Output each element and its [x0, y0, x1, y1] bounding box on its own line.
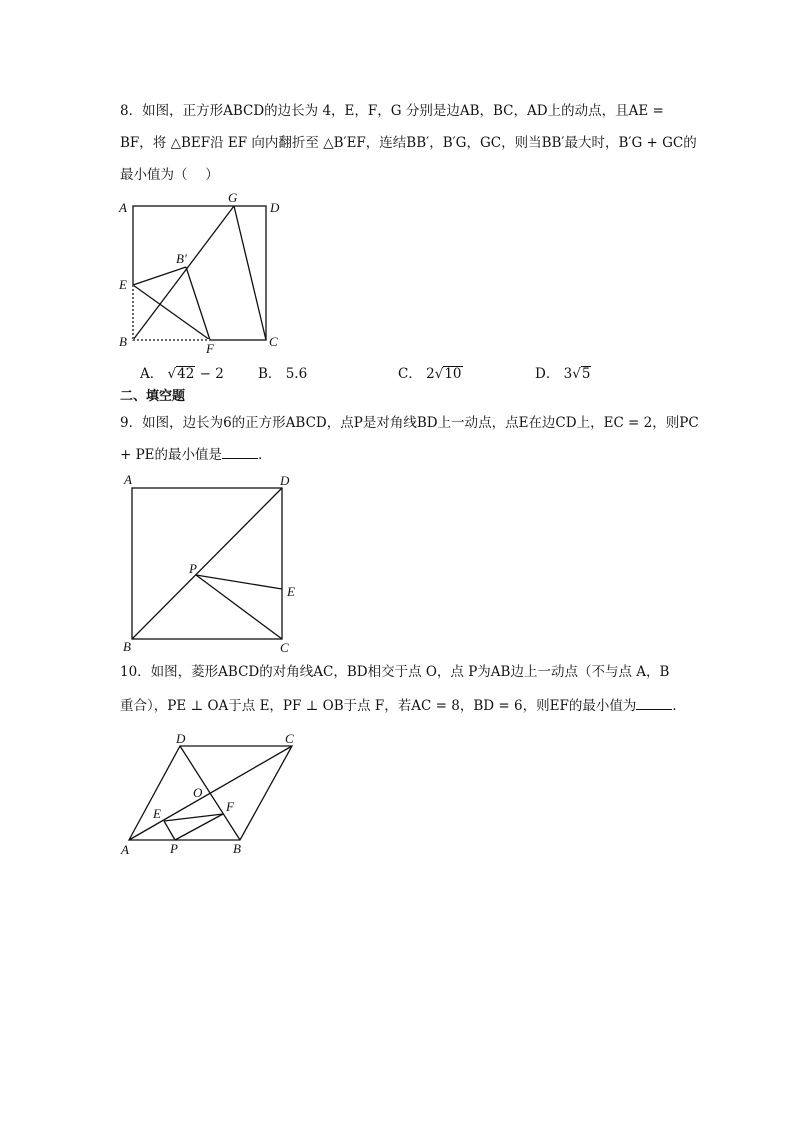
q8-label-c: C — [269, 334, 278, 349]
q8-label-g: G — [228, 190, 238, 205]
q9-line-1: 9．如图，边长为6的正方形ABCD，点P是对角线BD上一动点，点E在边CD上，EC = 2，则PC — [120, 415, 699, 431]
q8-choice-c-label: C． — [398, 366, 422, 382]
q8-label-a: A — [119, 200, 127, 215]
q9-label-c: C — [280, 640, 289, 655]
q10-label-a: A — [121, 842, 129, 857]
q8-choice-a-label: A． — [140, 366, 164, 382]
q8-label-bprime: B′ — [176, 251, 187, 266]
sqrt-icon: √ — [572, 366, 581, 382]
section-heading: 二、填空题 — [120, 389, 186, 404]
q10-line-1: 10．如图，菱形ABCD的对角线AC，BD相交于点 O，点 P为AB边上一动点（不与点 A，B — [120, 664, 670, 680]
q10-label-o: O — [193, 785, 203, 800]
q8-line-1: 8．如图，正方形ABCD的边长为 4，E，F，G 分别是边AB，BC，AD上的动点，且AE = — [120, 103, 664, 119]
q9-label-p: P — [189, 561, 197, 576]
q10-label-d: D — [176, 731, 186, 746]
q8-label-e: E — [119, 277, 127, 292]
q8-choice-d-radicand: 5 — [581, 366, 591, 382]
q8-line-2: BF，将 △BEF沿 EF 向内翻折至 △B′EF，连结BB′，B′G，GC，则当BB′最大时，B′G + GC的 — [120, 135, 697, 151]
q9-line-2-text: + PE的最小值是 — [120, 447, 223, 463]
q8-choice-a-radicand: 42 — [177, 366, 195, 382]
q8-choice-c-coef: 2 — [426, 366, 435, 382]
q10-segment-p-f — [175, 814, 223, 840]
q10-label-p: P — [170, 841, 178, 856]
q9-label-b: B — [123, 639, 131, 654]
q8-label-d: D — [270, 200, 280, 215]
q9-label-a: A — [124, 472, 132, 487]
q8-line-3: 最小值为（ ） — [120, 167, 219, 183]
q8-choice-c-radicand: 10 — [444, 366, 462, 382]
q8-label-b: B — [119, 334, 127, 349]
sqrt-icon: √ — [167, 366, 177, 382]
q10-line-2-text: 重合），PE ⊥ OA于点 E，PF ⊥ OB于点 F，若AC = 8，BD = 6，则EF的最小值为 — [120, 698, 637, 714]
q10-label-e: E — [153, 806, 161, 821]
q8-choice-d-coef: 3 — [563, 366, 573, 382]
q9-line-2-end: ． — [258, 447, 272, 463]
q8-choice-d-label: D． — [535, 366, 560, 382]
sqrt-icon: √ — [434, 366, 444, 382]
q9-label-e: E — [287, 584, 295, 599]
q10-line-2-end: ． — [672, 698, 686, 714]
q8-label-f: F — [206, 341, 214, 356]
q8-choice-b-label: B． — [258, 366, 282, 382]
q10-diagonal-bd — [180, 746, 240, 840]
q10-label-c: C — [285, 731, 294, 746]
q9-label-d: D — [280, 473, 290, 488]
q10-label-b: B — [233, 841, 241, 856]
q8-choice-b-value: 5.6 — [285, 366, 308, 382]
q8-choice-a-rest: − 2 — [195, 366, 224, 382]
q10-label-f: F — [226, 799, 234, 814]
q10-segment-p-e — [164, 821, 175, 840]
